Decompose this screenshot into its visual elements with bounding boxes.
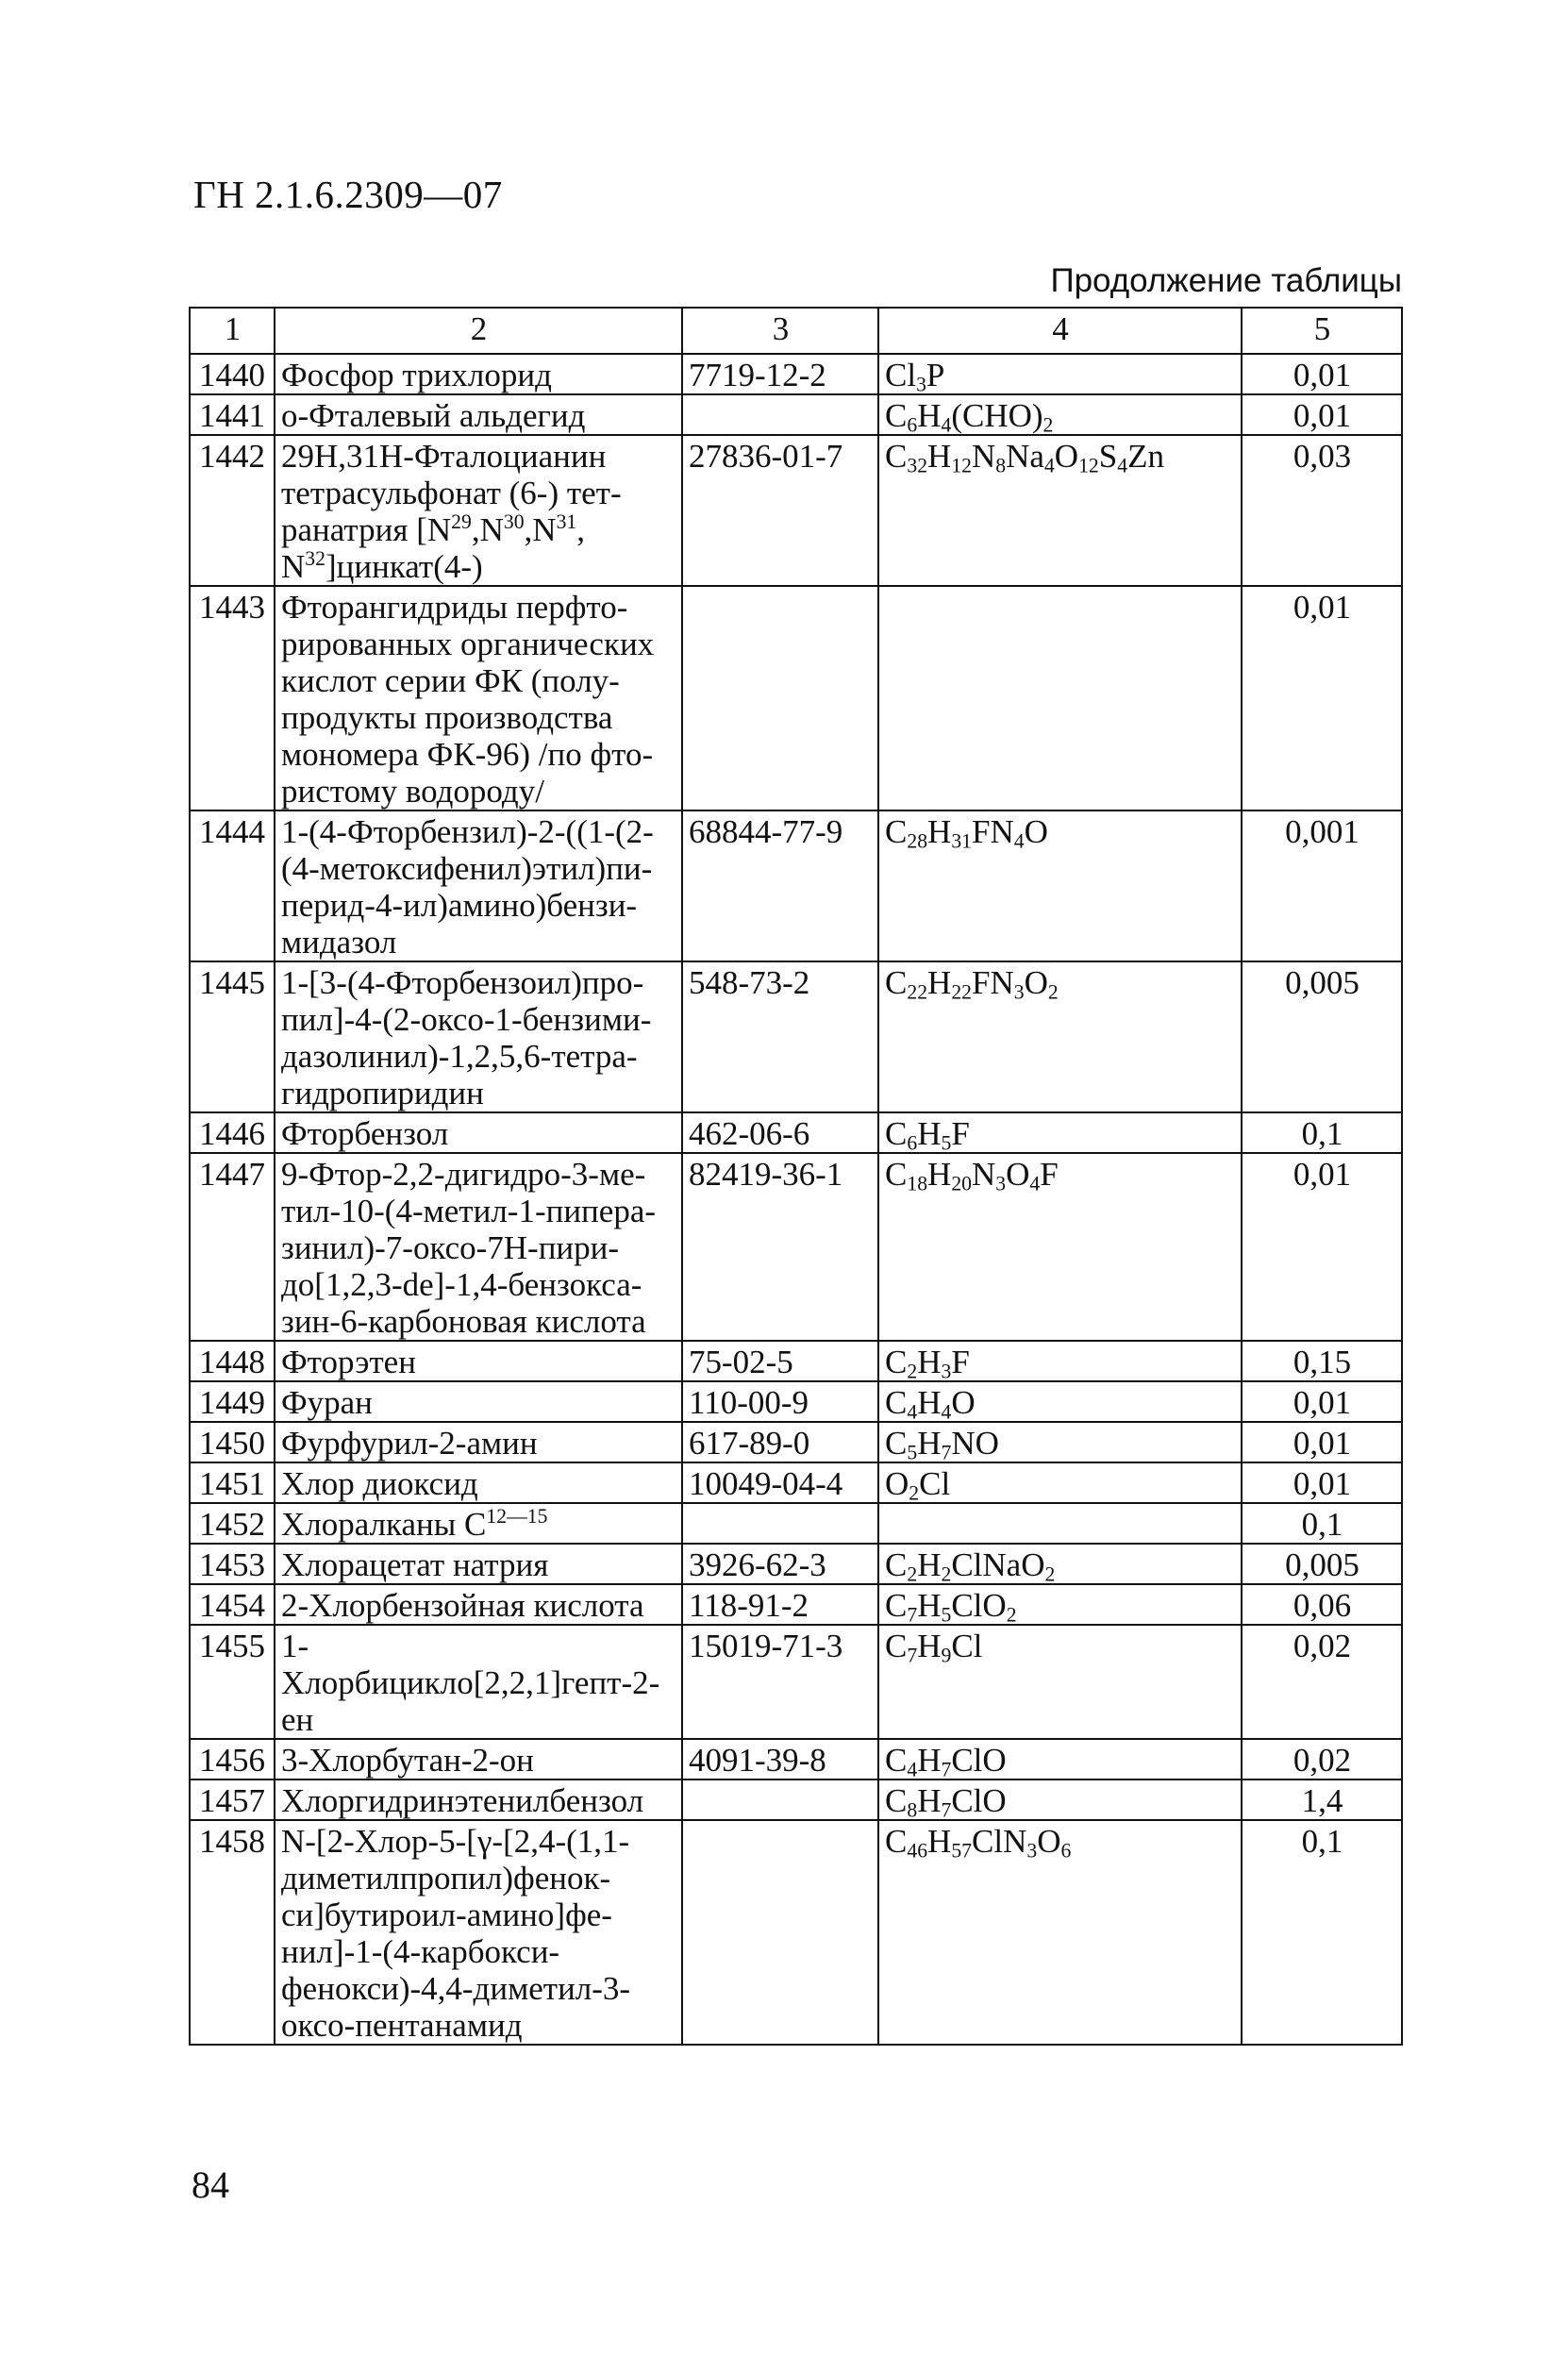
substance-name: 2-Хлорбензойная кислота [275,1584,682,1625]
column-header-1: 1 [190,308,275,354]
row-number: 1440 [190,354,275,394]
cas-number: 3926-62-3 [682,1544,878,1584]
row-number: 1442 [190,435,275,586]
substance-name: o-Фталевый альдегид [275,394,682,435]
row-number: 1444 [190,810,275,961]
row-number: 1441 [190,394,275,435]
chemical-formula: $C_4H_7ClO$ [878,1739,1242,1780]
chemical-formula: $C_{22}H_{22}FN_3O_2$ [878,961,1242,1112]
column-header-2: 2 [275,308,682,354]
table-row [190,394,1402,435]
substance-name: 3-Хлорбутан-2-он [275,1739,682,1780]
cas-number: 15019-71-3 [682,1625,878,1739]
row-number: 1453 [190,1544,275,1584]
table-row [190,435,1402,586]
concentration-value: 0,01 [1242,354,1402,394]
concentration-value: 0,03 [1242,435,1402,586]
cas-number: 548-73-2 [682,961,878,1112]
concentration-value: 1,4 [1242,1780,1402,1820]
row-number: 1446 [190,1112,275,1153]
concentration-value: 0,01 [1242,1462,1402,1503]
row-number: 1443 [190,586,275,810]
chemical-formula: $C_{32}H_{12}N_8Na_4O_{12}S_4Zn$ [878,435,1242,586]
concentration-value: 0,15 [1242,1341,1402,1381]
substance-name: Фторэтен [275,1341,682,1381]
chemical-formula [878,1503,1242,1544]
substance-name: Хлоралканы $C^{12—15}$ [275,1503,682,1544]
concentration-value: 0,01 [1242,394,1402,435]
table-row [190,1739,1402,1780]
substance-name: 1-[3-(4-Фторбензоил)про-пил]-4-(2-оксо-1-бензими-дазолинил)-1,2,5,6-тетра-гидропиридин [275,961,682,1112]
row-number: 1449 [190,1381,275,1422]
concentration-value: 0,005 [1242,1544,1402,1584]
table-row [190,1381,1402,1422]
substance-name: Хлор диоксид [275,1462,682,1503]
row-number: 1456 [190,1739,275,1780]
cas-number [682,1780,878,1820]
substance-name: N-[2-Хлор-5-[γ-[2,4-(1,1-диметилпропил)фенок-си]бутироил-амино]фе-нил]-1-(4-карбокси-фенокси)-4,4-диметил-3-оксо-пентанамид [275,1820,682,2045]
table-row [190,354,1402,394]
chemical-formula: $C_5H_7NO$ [878,1422,1242,1462]
table-row [190,1503,1402,1544]
chemical-formula: $C_6H_5F$ [878,1112,1242,1153]
concentration-value: 0,1 [1242,1820,1402,2045]
substance-name: 1-Хлорбицикло[2,2,1]гепт-2-ен [275,1625,682,1739]
chemical-formula [878,586,1242,810]
cas-number [682,394,878,435]
cas-number [682,1503,878,1544]
chemical-formula: $Cl_3P$ [878,354,1242,394]
concentration-value: 0,1 [1242,1503,1402,1544]
cas-number: 27836-01-7 [682,435,878,586]
substance-name: Фурфурил-2-амин [275,1422,682,1462]
cas-number: 118-91-2 [682,1584,878,1625]
concentration-value: 0,01 [1242,1422,1402,1462]
table-row [190,1462,1402,1503]
cas-number: 75-02-5 [682,1341,878,1381]
row-number: 1454 [190,1584,275,1625]
substances-table [189,307,1403,2046]
row-number: 1448 [190,1341,275,1381]
chemical-formula: $C_7H_9Cl$ [878,1625,1242,1739]
concentration-value: 0,1 [1242,1112,1402,1153]
concentration-value: 0,06 [1242,1584,1402,1625]
substance-name: 29H,31H-Фталоцианин тетрасульфонат (6-) тет-ранатрия [$N^{29},N^{30},N^{31}$, $N^{32}]цинкат(4-)$ [275,435,682,586]
chemical-formula: $C_{46}H_{57}ClN_3O_6$ [878,1820,1242,2045]
concentration-value: 0,01 [1242,1153,1402,1341]
table-row [190,1422,1402,1462]
chemical-formula: $C_4H_4O$ [878,1381,1242,1422]
substance-name: Фторбензол [275,1112,682,1153]
substance-name: Хлоргидринэтенилбензол [275,1780,682,1820]
cas-number: 462-06-6 [682,1112,878,1153]
row-number: 1458 [190,1820,275,2045]
concentration-value: 0,01 [1242,586,1402,810]
cas-number: 82419-36-1 [682,1153,878,1341]
table-row [190,1780,1402,1820]
chemical-formula: $O_2Cl$ [878,1462,1242,1503]
concentration-value: 0,01 [1242,1381,1402,1422]
concentration-value: 0,02 [1242,1739,1402,1780]
row-number: 1445 [190,961,275,1112]
table-row [190,961,1402,1112]
substance-name: 1-(4-Фторбензил)-2-((1-(2-(4-метоксифенил)этил)пи-перид-4-ил)амино)бензи-мидазол [275,810,682,961]
chemical-formula: $C_6H_4(CHO)_2$ [878,394,1242,435]
cas-number: 10049-04-4 [682,1462,878,1503]
table-row [190,586,1402,810]
table-continuation-label: Продолжение таблицы [1050,262,1402,299]
table-row [190,1341,1402,1381]
concentration-value: 0,001 [1242,810,1402,961]
cas-number: 4091-39-8 [682,1739,878,1780]
table-row [190,1544,1402,1584]
cas-number [682,1820,878,2045]
table-row [190,1820,1402,2045]
row-number: 1452 [190,1503,275,1544]
row-number: 1450 [190,1422,275,1462]
substance-name: Фторангидриды перфто-рированных органических кислот серии ФК (полу-продукты производства мономера ФК-96) /по фто-ристому водороду/ [275,586,682,810]
cas-number: 7719-12-2 [682,354,878,394]
substance-name: 9-Фтор-2,2-дигидро-3-ме-тил-10-(4-метил-1-пипера-зинил)-7-оксо-7Н-пири-до[1,2,3-de]-1,4-бензокса-зин-6-карбоновая кислота [275,1153,682,1341]
chemical-formula: $C_8H_7ClO$ [878,1780,1242,1820]
chemical-formula: $C_{28}H_{31}FN_4O$ [878,810,1242,961]
table-row [190,1153,1402,1341]
substance-name: Фуран [275,1381,682,1422]
chemical-formula: $C_7H_5ClO_2$ [878,1584,1242,1625]
table-header-row [190,308,1402,354]
row-number: 1457 [190,1780,275,1820]
page-number: 84 [192,2164,229,2206]
concentration-value: 0,005 [1242,961,1402,1112]
row-number: 1447 [190,1153,275,1341]
chemical-formula: $C_{18}H_{20}N_3O_4F$ [878,1153,1242,1341]
table-row [190,1625,1402,1739]
table-row [190,1584,1402,1625]
row-number: 1455 [190,1625,275,1739]
column-header-5: 5 [1242,308,1402,354]
substance-name: Фосфор трихлорид [275,354,682,394]
cas-number [682,586,878,810]
table-row [190,810,1402,961]
cas-number: 617-89-0 [682,1422,878,1462]
concentration-value: 0,02 [1242,1625,1402,1739]
substance-name: Хлорацетат натрия [275,1544,682,1584]
column-header-3: 3 [682,308,878,354]
cas-number: 110-00-9 [682,1381,878,1422]
chemical-formula: $C_2H_3F$ [878,1341,1242,1381]
cas-number: 68844-77-9 [682,810,878,961]
column-header-4: 4 [878,308,1242,354]
chemical-formula: $C_2H_2ClNaO_2$ [878,1544,1242,1584]
document-code: ГН 2.1.6.2309—07 [193,173,503,216]
row-number: 1451 [190,1462,275,1503]
table-row [190,1112,1402,1153]
